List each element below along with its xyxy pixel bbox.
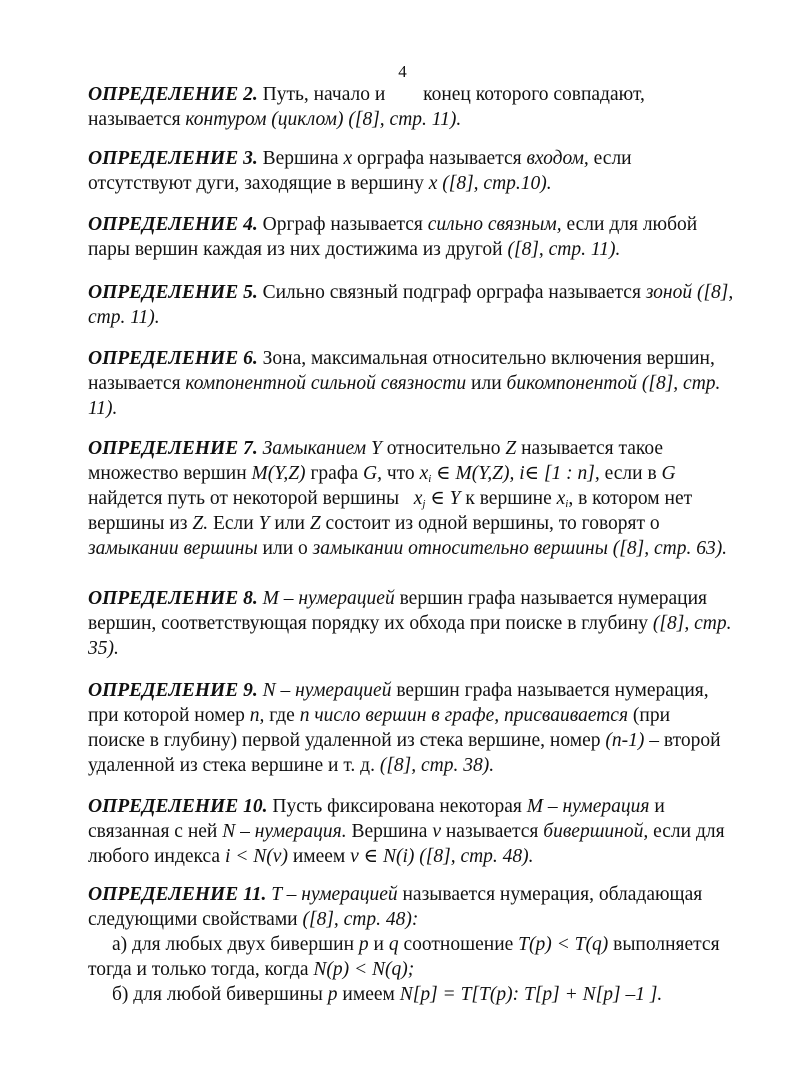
definition-heading: ОПРЕДЕЛЕНИЕ 2.: [88, 84, 258, 105]
definition-3: ОПРЕДЕЛЕНИЕ 3. Вершина x орграфа называется входом, если отсутствуют дуги, заходящие в вершину x ([8], стр.10).: [88, 148, 632, 194]
definition-4: ОПРЕДЕЛЕНИЕ 4. Орграф называется сильно связным, если для любой пары вершин каждая из них достижима из другой ([8], стр. 11).: [88, 214, 698, 260]
definition-heading: ОПРЕДЕЛЕНИЕ 8.: [88, 588, 258, 609]
definition-2: ОПРЕДЕЛЕНИЕ 2. Путь, начало и конец которого совпадают, называется контуром (циклом) ([8], стр. 11).: [88, 84, 645, 130]
definition-9: ОПРЕДЕЛЕНИЕ 9. N – нумерацией вершин графа называется нумерация, при которой номер n, где n число вершин в графе, присваивается (при поиске в глубину) первой удаленной из стека вершине, номер (n-1) – второй удаленной из стека вершине и т. д. ([8], стр. 38).: [88, 680, 721, 776]
definition-heading: ОПРЕДЕЛЕНИЕ 9.: [88, 680, 258, 701]
definition-heading: ОПРЕДЕЛЕНИЕ 11.: [88, 884, 267, 905]
definition-6: ОПРЕДЕЛЕНИЕ 6. Зона, максимальная относительно включения вершин, называется компонентной сильной связности или бикомпонентой ([8], стр. 11).: [88, 348, 721, 419]
definition-10: ОПРЕДЕЛЕНИЕ 10. Пусть фиксирована некоторая M – нумерация и связанная с ней N – нумерация. Вершина v называется бивершиной, если для любого индекса i < N(v) имеем v ∈ N(i) ([8], стр. 48).: [88, 796, 725, 867]
definition-7: ОПРЕДЕЛЕНИЕ 7. Замыканием Y относительно Z называется такое множество вершин M(Y,Z) графа G, что $x_i$ ∈ M(Y,Z), i∈ [1 : n], если в G найдется путь от некоторой вершины $x_j$ ∈ Y к вершине $x_i$, в котором нет вершины из Z. Если Y или Z состоит из одной вершины, то говорят о замыкании вершины или о замыкании относительно вершины ([8], стр. 63).: [88, 438, 728, 559]
definition-heading: ОПРЕДЕЛЕНИЕ 6.: [88, 348, 258, 369]
definition-heading: ОПРЕДЕЛЕНИЕ 3.: [88, 148, 258, 169]
definition-heading: ОПРЕДЕЛЕНИЕ 5.: [88, 282, 258, 303]
definition-heading: ОПРЕДЕЛЕНИЕ 4.: [88, 214, 258, 235]
definition-5: ОПРЕДЕЛЕНИЕ 5. Сильно связный подграф орграфа называется зоной ([8], стр. 11).: [88, 282, 734, 328]
page-number: 4: [398, 62, 407, 81]
definition-11: ОПРЕДЕЛЕНИЕ 11. T – нумерацией называется нумерация, обладающая следующими свойствами ([8], стр. 48): а) для любых двух бивершин p и q соотношение T(p) < T(q) выполняется тогда и только тогда, когда N(p) < N(q); б) для любой бивершины p имеем N[p] = T[T(p): T[p] + N[p] –1 ].: [88, 884, 720, 1005]
definition-heading: ОПРЕДЕЛЕНИЕ 7.: [88, 438, 258, 459]
definition-8: ОПРЕДЕЛЕНИЕ 8. M – нумерацией вершин графа называется нумерация вершин, соответствующая порядку их обхода при поиске в глубину ([8], стр. 35).: [88, 588, 732, 659]
definition-heading: ОПРЕДЕЛЕНИЕ 10.: [88, 796, 268, 817]
